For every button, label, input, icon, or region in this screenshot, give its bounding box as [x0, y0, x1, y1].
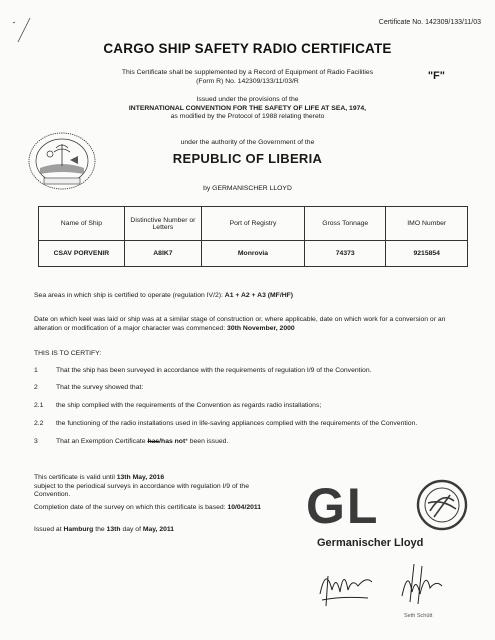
issued-the-word: the [95, 526, 105, 533]
signature-2-icon [392, 556, 452, 612]
exemption-tail: * been issued. [185, 438, 229, 445]
validity-block [34, 474, 284, 500]
item-text: the functioning of the radio installations used in life-saving appliances complied with the requirements of the Convention. [56, 420, 418, 427]
item-number: 2.2 [34, 420, 44, 427]
authority-line: under the authority of the Government of the [180, 139, 315, 146]
supplement-line-1: This Certificate shall be supplemented by a Record of Equipment of Radio Facilities [121, 69, 374, 76]
header-port-of-registry: Port of Registry [202, 207, 305, 241]
completion-text: Completion date of the survey on which this certificate is based: [34, 504, 226, 511]
item-text: the ship complied with the requirements of the Convention as regards radio installations; [56, 402, 322, 409]
keel-paragraph [34, 316, 474, 333]
header-gross-tonnage: Gross Tonnage [304, 207, 386, 241]
item-number: 2 [34, 384, 38, 391]
signer-2-caption: Seth Schütt [404, 613, 433, 619]
completion-line [34, 504, 284, 513]
port-of-registry: Monrovia [202, 241, 305, 267]
issued-place: Hamburg [63, 526, 94, 533]
has-not-word: /has not [159, 438, 186, 445]
item-text: That the survey showed that: [56, 384, 144, 391]
convention-name: INTERNATIONAL CONVENTION FOR THE SAFETY OF LIFE AT SEA, 1974, [128, 104, 367, 112]
item-number: 2.1 [34, 402, 44, 409]
ship-name: CSAV PORVENIR [39, 241, 125, 267]
header-imo-number: IMO Number [386, 207, 468, 241]
issued-line-1: Issued under the provisions of the [196, 96, 299, 103]
certificate-number: Certificate No. 142309/133/11/03 [378, 19, 481, 26]
completion-date: 10/04/2011 [227, 504, 262, 511]
keel-text: Date on which keel was laid or ship was at a similar stage of construction or, where applicable, date on which work for a conversion or an alteration or modification of a major character was commenced: [34, 316, 446, 332]
struck-out-word: has [147, 438, 160, 445]
svg-text:GL: GL [306, 478, 380, 533]
document-title: CARGO SHIP SAFETY RADIO CERTIFICATE [103, 41, 392, 56]
issued-day: 13th [106, 526, 121, 533]
supplement-line-2: (Form R) No. 142309/133/11/03/R [196, 78, 299, 85]
distinctive-letters: A8IK7 [124, 241, 201, 267]
item-text [56, 438, 476, 445]
issuing-body: by GERMANISCHER LLOYD [203, 185, 292, 192]
header-name-of-ship: Name of Ship [39, 207, 125, 241]
germanischer-lloyd-name: Germanischer Lloyd [317, 537, 424, 549]
country-name: REPUBLIC OF LIBERIA [172, 151, 323, 166]
table-header-row [39, 207, 468, 241]
supplement-note [90, 68, 405, 86]
issued-at-label: Issued at [34, 526, 62, 533]
certify-heading: THIS IS TO CERTIFY: [34, 350, 102, 357]
header-distinctive-number: Distinctive Number or Letters [124, 207, 201, 241]
validity-date: 13th May, 2016 [116, 474, 165, 481]
sea-areas-label: Sea areas in which ship is certified to operate (regulation IV/2): [34, 292, 223, 299]
issued-month-year: May, 2011 [142, 526, 175, 533]
liberia-seal-icon [26, 130, 98, 192]
issued-line-3: as modified by the Protocol of 1988 relating thereto [170, 113, 325, 121]
signature-1-icon [312, 556, 382, 612]
sea-areas-value: A1 + A2 + A3 (MF/HF) [224, 292, 294, 299]
issued-under-block [80, 96, 415, 122]
table-row [39, 241, 468, 267]
sea-areas-line [34, 292, 474, 301]
issued-day-of: day of [122, 526, 141, 533]
germanischer-lloyd-logo-icon [300, 477, 476, 533]
validity-sub: subject to the periodical surveys in accordance with regulation I/9 of the Convention. [34, 482, 249, 499]
issued-at-line [34, 526, 284, 535]
ship-particulars-table [38, 206, 468, 267]
form-mark: "F" [427, 70, 445, 82]
item-number: 3 [34, 438, 38, 445]
item-text: That the ship has been surveyed in accordance with the requirements of regulation I/9 of the Convention. [56, 367, 372, 374]
keel-date: 30th November, 2000 [227, 324, 295, 332]
exemption-text: That an Exemption Certificate [56, 438, 148, 445]
imo-number: 9215854 [386, 241, 468, 267]
gross-tonnage: 74373 [304, 241, 386, 267]
item-number: 1 [34, 367, 38, 374]
validity-text: This certificate is valid until [34, 474, 115, 481]
